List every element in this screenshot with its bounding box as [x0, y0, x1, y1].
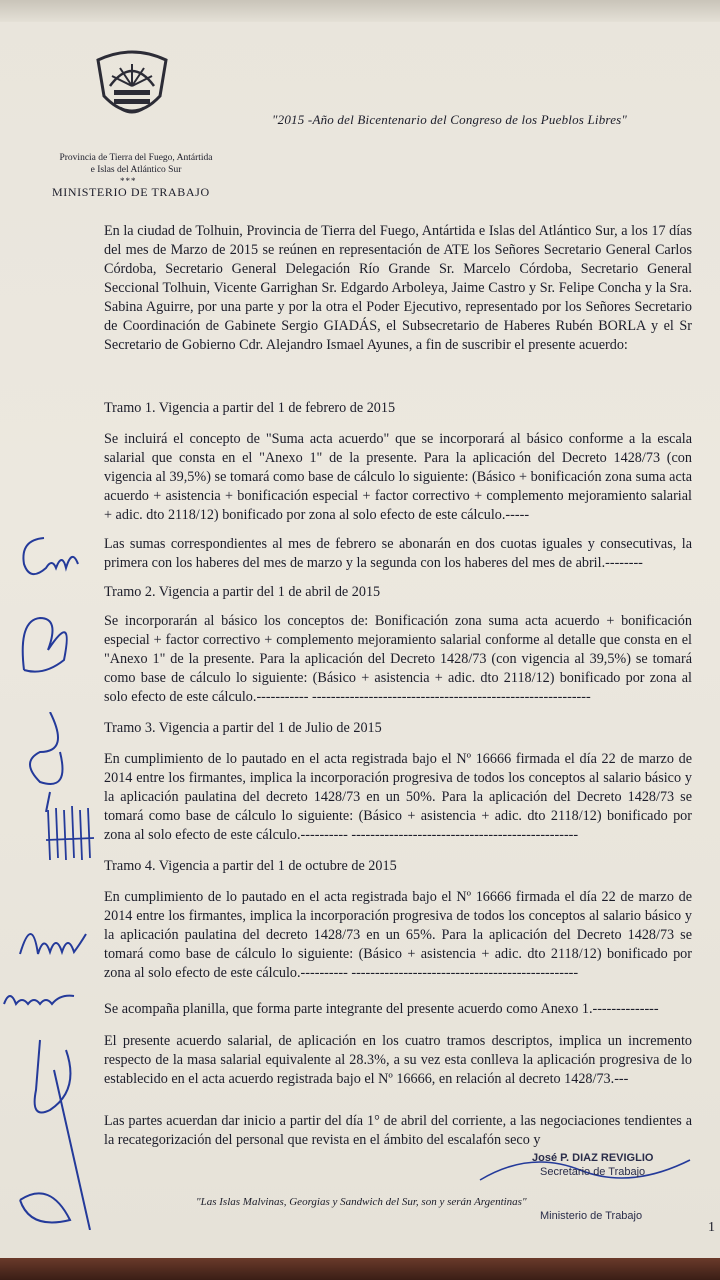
- margin-signature-1: [16, 528, 86, 588]
- margin-signature-3: [10, 712, 90, 812]
- tramo-2-title: Tramo 2. Vigencia a partir del 1 de abril de 2015: [104, 584, 381, 600]
- tramo-3-paragraph: En cumplimiento de lo pautado en el acta registrada bajo el Nº 16666 firmada el día 22 de marzo de 2014 entre los firmantes, implica la incorporación progresiva de todos los conceptos al salario básico y la aplicación paulatina del decreto 1428/73 en un 50%. Para la aplicación del Decreto 1428/73 se tomará como base de cálculo lo siguiente: (Básico + asistencia + adic. dto 2118/12) bonificado por zona al solo efecto de este cálculo.---------- ------------------------------------------------: [104, 751, 692, 843]
- intro-paragraph: En la ciudad de Tolhuin, Provincia de Tierra del Fuego, Antártida e Islas del Atlántico Sur, a los 17 días del mes de Marzo de 2015 se reúnen en representación de ATE los Señores Secretario General Carlos Córdoba, Secretario General Delegación Río Grande Sr. Marcelo Córdoba, Secretario General Seccional Tolhuin, Vicente Garrighan Sr. Edgardo Arboleya, Jaime Castro y Sr. Felipe Concha y la Sra. Sabina Aguirre, por una parte y por la otra el Poder Ejecutivo, representado por los Señores Secretario de Coordinación de Gabinete Sergio GIADÁS, el Subsecretario de Haberes Rubén BORLA y el Sr Secretario de Gobierno Cdr. Alejandro Ismael Ayunes, a fin de suscribir el presente acuerdo:: [104, 223, 692, 353]
- margin-signature-5: [14, 904, 90, 974]
- tramo-2-paragraph: Se incorporarán al básico los conceptos de: Bonificación zona suma acta acuerdo + bonificación especial + factor correctivo + complemento mejoramiento salarial conforme al detalle que consta en el "Anexo 1" de la presente. Para la aplicación del Decreto 1428/73 (con vigencia al 39,5%) se tomará como base de cálculo lo siguiente: (Básico + asistencia + adic. dto 2118/12) bonificado por zona al solo efecto de este cálculo.----------- -----------------------------------------------------------: [104, 613, 692, 705]
- tramo-3-title: Tramo 3. Vigencia a partir del 1 de Julio de 2015: [104, 720, 382, 736]
- footer-quote: "Las Islas Malvinas, Georgias y Sandwich del Sur, son y serán Argentinas": [196, 1196, 527, 1208]
- top-edge-shadow: [0, 0, 720, 22]
- tramo-1-payment-paragraph: Las sumas correspondientes al mes de febrero se abonarán en dos cuotas iguales y consecutivas, la primera con los haberes del mes de marzo y la segunda con los haberes del mes de abril.--------: [104, 536, 692, 571]
- province-line-1: Provincia de Tierra del Fuego, Antártida: [59, 153, 213, 163]
- stamp-organization: Ministerio de Trabajo: [540, 1210, 643, 1222]
- page-number: 1: [708, 1220, 715, 1235]
- increment-paragraph: El presente acuerdo salarial, de aplicación en los cuatro tramos descriptos, implica un incremento respecto de la masa salarial equivalente al 28.3%, a su vez esta conlleva la aplicación progresiva de lo establecido en el acta acuerdo registrada bajo el Nº 16666, en relación al decreto 1428/73.---: [104, 1033, 692, 1087]
- bottom-edge-shadow: [0, 1258, 720, 1280]
- tramo-1-title: Tramo 1. Vigencia a partir del 1 de febrero de 2015: [104, 400, 396, 416]
- stamp-title: Secretario de Trabajo: [540, 1166, 646, 1178]
- stamp-name: José P. DIAZ REVIGLIO: [532, 1152, 654, 1164]
- margin-signature-7: [10, 1030, 100, 1230]
- annex-paragraph: Se acompaña planilla, que forma parte integrante del presente acuerdo como Anexo 1.--------------: [104, 1001, 659, 1017]
- tramo-4-paragraph: En cumplimiento de lo pautado en el acta registrada bajo el Nº 16666 firmada el día 22 de marzo de 2014 entre los firmantes, implica la incorporación progresiva de todos los conceptos al salario básico y la aplicación paulatina del decreto 1428/73 en un 65%. Para la aplicación del Decreto 1428/73 se tomará como base de cálculo lo siguiente: (Básico + asistencia + adic. dto 2118/12) bonificado por zona al solo efecto de este cálculo.---------- ------------------------------------------------: [104, 889, 692, 981]
- province-name: [36, 152, 236, 176]
- margin-signature-4: [40, 800, 100, 870]
- province-line-2: e Islas del Atlántico Sur: [90, 165, 182, 175]
- ministry-title: MINISTERIO DE TRABAJO: [52, 185, 210, 199]
- margin-signature-6: [0, 986, 80, 1016]
- year-motto: "2015 -Año del Bicentenario del Congreso de los Pueblos Libres": [272, 112, 628, 127]
- ornament: ***: [120, 176, 137, 186]
- tramo-4-title: Tramo 4. Vigencia a partir del 1 de octubre de 2015: [104, 858, 397, 874]
- margin-signature-2: [4, 600, 84, 680]
- provincial-emblem-icon: [90, 46, 174, 120]
- negotiation-paragraph: Las partes acuerdan dar inicio a partir del día 1° de abril del corriente, a las negociaciones tendientes a la recategorización del personal que revista en el ámbito del escalafón seco y: [104, 1113, 692, 1148]
- tramo-1-paragraph: Se incluirá el concepto de "Suma acta acuerdo" que se incorporará al básico conforme a la escala salarial que consta en el "Anexo 1" de la presente. Para la aplicación del Decreto 1428/73 (con vigencia al 39,5%) se tomará como base de cálculo lo siguiente: (Básico + bonificación zona suma acta acuerdo + asistencia + bonificación especial + factor correctivo + complemento mejoramiento salarial + adic. dto 2118/12) bonificado por zona al solo efecto de este cálculo.-----: [104, 431, 692, 523]
